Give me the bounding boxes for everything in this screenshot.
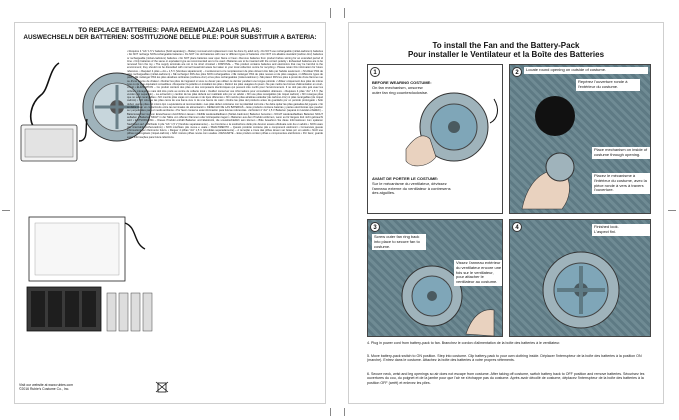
step-number: 2 — [512, 67, 522, 77]
left-footer — [19, 383, 129, 391]
left-page-title — [15, 27, 325, 42]
copyright-line: ©2016 Rubie's Costume Co., Inc. — [19, 387, 70, 391]
title-en: To install the Fan and the Battery-Pack — [432, 41, 580, 50]
step-3-panel — [367, 219, 503, 337]
right-page-title — [349, 41, 663, 59]
step-number: 3 — [370, 222, 380, 232]
hand-inserting-fan-illustration — [516, 145, 586, 211]
instruction-step-4: 4. Plug in power cord from battery-pack to fan. Branchez le cordon d'alimentation de la boîte des batteries à le ventilateur. — [367, 341, 561, 345]
title-en: TO REPLACE BATTERIES: — [78, 27, 160, 34]
crop-mark — [330, 408, 331, 416]
step-2-caption-fr: Repérez l'ouverture ronde à l'extérieur du costume. — [576, 79, 640, 91]
recycle-bin-icon — [155, 381, 169, 393]
step-1-panel — [367, 64, 503, 214]
caption-en: Finished look. — [594, 224, 619, 229]
step-2-panel — [509, 64, 651, 214]
title-fr: POUR SUBSTITUIR A BATERIA: — [220, 34, 317, 42]
step-4-caption — [592, 224, 650, 236]
step-4-panel — [509, 219, 651, 337]
fan-unscrew-illustration — [402, 79, 502, 171]
crop-mark — [330, 8, 331, 18]
step-2b-caption-en: Place mechanism on inside of costume through opening. — [592, 147, 651, 159]
crop-mark — [344, 408, 345, 416]
battery-safety-text: • Requires 4 "AA" 1.5 V batteries (Sold separately) – Battery removal and replacement must be done by adult only • Do NOT use rechargeable (nickel-cadmium) batteries • Do NOT recharge NON-rechargeable batteries • Do NOT mix old batteries with new or different types of batteries • Do NOT mix alkaline standard (carbon-zinc) batteries or rechargeable (nickel-cadmium) batteries • Do NOT place batteries near open flame or heat • Remove batteries from product before storing for an extended period of time • Only batteries of the same or equivalent type as recommended are to be used • Batteries are to be inserted with the correct polarity • Exhausted batteries are to be removed from the toy • The supply terminals are not to be short circuited • DISPOSAL – This product contains batteries and electronics that may be harmful to the environment; they should not be discarded with normal household waste but taken to your local collection centre for recycling • Please retain this information for future reference. • Requiert 4 piles « AA » 1,5 V (Vendues séparément) – L'enlèvement et le remplacement de piles doivent être faits par l'adulte seulement. • N'utilisez PAS de piles rechargeables (nickel-cadmium) • NE rechargez PAS des piles NON rechargeables • NE mélangez PAS de piles neuves et de piles usagées, ni différents types de piles • NE mélangez PAS les piles alcalines ordinaires (carbone-zinc) et les piles rechargeables (nickel-cadmium) • NE placez PAS les piles à proximité d'une flamme nue ou d'une source de chaleur • Retirez les piles de l'appareil si vous ne devez pas utiliser ce dernier pendant une longue période • Utiliser uniquement des piles de même type ou de type équivalent conseillées • Respectez la polarité en installant les piles • Retirez les piles usagées du jouet • Ne pas mettre les bornes d'alimentation en court-circuit • ÉLIMINATION – Ce produit contient des piles et des composants électroniques qui peuvent être nocifs pour l'environnement. Il ne doit pas être jeté avec les ordures ménagères mais doit être porté au centre de collecte local • Veuillez conserver ces informations pour consultation ultérieure. • Requiere 4 pilas "AA" 1.5 V (Se venden por separado) – La extracción y cambio de las pilas deberá ser realizado sólo por un adulto • NO use pilas recargables (de níquel cadmio) • NO recargue pilas que no sean recargables • NO mezcle pilas viejas con nuevas ni de tipos diferentes • NO mezcle pilas alcalinas estándar (de carbono-zinc) ni pilas recargables (de níquel cadmio) • NO coloque las pilas cerca de una llama viva ni de una fuente de calor • Retire las pilas del producto antes de guardarlo por un período prolongado • Sólo deben usarse pilas del mismo tipo o equivalente al recomendado • Las pilas deben colocarse con la polaridad correcta • Se debe quitar las pilas gastadas del juguete • No se debe crear un cortocircuito entre las terminales de alimentación • DESECHO DE LAS BATERIAS – Este producto contiene baterías y partes electrónicas que pueden ser perjudiciales para el medio ambiente • Por favor conserve esta información para futuras referencias. • Erfordert 4 "AA" 1,5 V Batterien (separat im Handel erhältlich) – Batteriewechsel nur von Erwachsenen durchführen lassen • KEINE wiederaufladbaren (Nickel-Cadmium) Batterien benutzen • NICHT wiederaufladbare Batterien NICHT aufladen • Batterien NICHT in der Nähe von offenen Flammen oder Hitzequellen lagern • Batterien aus dem Produkt entfernen, wenn es für längere Zeit nicht gebraucht wird • ENTSORGUNG – Dieses Produkt enthält Batterien und Elektronik, die umweltschädlich sein können • Bitte bewahren Sie diese Informationen zum späteren Nachlesen auf. • Richiede 4 pile "AA" 1,5 V (Vendute separatamente) – La rimozione e la sostituzione delle pile devono essere effettuate solo da un adulto • NON usare pile ricaricabili (nichel-cadmio) • NON mischiare pile nuove e usate • SMALTIMENTO – Questo prodotto contiene pile e componenti elettronici • Conservare queste informazioni per riferimento futuro. • Requer 4 pilhas "AA" 1,5 V (Vendidas separadamente) – A remoção e troca das pilhas devem ser feitas por um adulto • NÃO use pilhas recarregáveis (níquel-cádmio) • NÃO misture pilhas novas com usadas • DESCARTE – Este produto contém pilhas e componentes eletrônicos • Por favor, guarde estas informações para futura referência. — [127, 50, 323, 139]
step-number: 1 — [370, 67, 380, 77]
step-3-caption-en: Screw outer fan ring back into place to secure fan to costume. — [372, 234, 426, 250]
website-line: Visit our website at www.rubies.com — [19, 383, 74, 387]
instruction-step-6: 6. Secure neck, wrist and leg openings so air does not escape from costume. After taking off costume, switch battery back to OFF position and remove batteries. Sécurisez les ouvertures du cou, du poignet et de la jambe pour que l'air ne s'échappe pas du costume. Après avoir décollé de costume, déplacez l'interrupteur de la boîte des batteries à la position OFF (arrêt) et enlevez les piles. — [367, 372, 645, 385]
step-2b-caption-fr: Placez le mécanisme à l'intérieur du costume, avec la pièce ronde à vers à travers l'ouverture. — [592, 173, 651, 194]
fan-install-page — [348, 22, 664, 404]
caption-body: On fan mechanism, unscrew outer fan ring counterclockwise. — [372, 84, 429, 95]
caption-heading: BEFORE WEARING COSTUME: — [372, 80, 432, 85]
instruction-step-5: 5. Move battery-pack switch to ON position. Step into costume. Clip battery-pack to your own clothing inside. Déplacer l'interrupteur de la boîte des batteries à la position ON (marche). Entrez dans le costume. Attachez la boîte des batteries à votre propres vêtements. — [367, 354, 642, 363]
step-2-caption-en: Locate round opening on outside of costume. — [524, 67, 648, 74]
step-1-caption-fr — [372, 177, 452, 196]
title-de: AUSWECHSELN DER BATTERIEN: — [23, 34, 129, 42]
crop-mark — [344, 8, 345, 18]
finished-fan-illustration — [526, 240, 636, 334]
caption-fr: L'aspect fini. — [594, 228, 617, 234]
caption-heading: AVANT DE PORTER LE COSTUME: — [372, 176, 439, 181]
caption-body: Sur le mécanisme du ventilateur, dévissez l'anneau externe du ventilateur à contresens des aiguilles. — [372, 180, 451, 196]
step-number: 4 — [512, 222, 522, 232]
title-it: SOSTITUZIONE DELLE PILE: — [130, 34, 219, 42]
title-fr: Pour installer le Ventilateur et la Boîte des Batteries — [407, 50, 605, 60]
crop-mark — [2, 210, 10, 211]
battery-instructions-page — [14, 22, 326, 404]
crop-mark — [668, 210, 676, 211]
step-3-caption-fr: Vissez l'anneau extérieur du ventilateur encore une fois sur le ventilateur, pour attacher le ventilateur au costume. — [454, 260, 503, 286]
costume-opening-illustration — [530, 91, 580, 141]
title-es: PARA REEMPLAZAR LAS PILAS: — [160, 27, 262, 34]
